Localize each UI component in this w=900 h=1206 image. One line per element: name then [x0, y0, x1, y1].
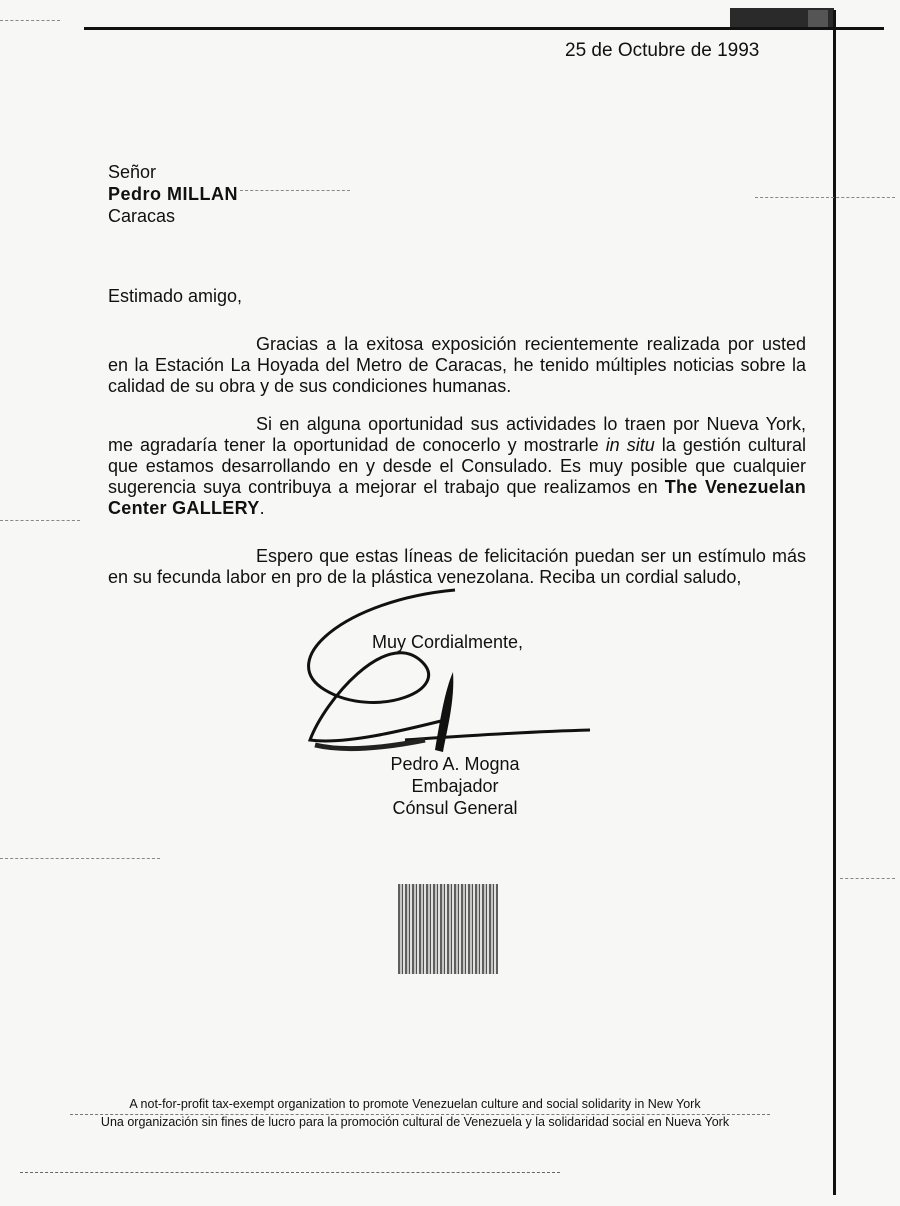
letter-date: 25 de Octubre de 1993 — [565, 40, 760, 61]
recipient-city: Caracas — [108, 206, 176, 226]
greeting: Estimado amigo, — [108, 286, 243, 306]
signer-title-2: Cónsul General — [392, 798, 518, 818]
recipient-address — [108, 161, 238, 227]
handwritten-signature — [285, 580, 605, 765]
scan-artifact — [755, 197, 895, 199]
paragraph-2-italic: in situ — [605, 435, 655, 455]
stamp-mark — [398, 884, 498, 974]
signer-name: Pedro A. Mogna — [390, 754, 520, 774]
scan-artifact — [240, 190, 350, 192]
paragraph-2-text-b: la gestión cultural que estamos desarrollando en y desde el Consulado. Es muy posible que cualquier sugerencia suya contribuya a mejorar el trabajo que realizamos en — [108, 435, 806, 497]
gallery-name: The Venezuelan Center GALLERY — [108, 477, 806, 518]
signer-block — [330, 753, 580, 819]
right-rule — [833, 10, 836, 1195]
closing: Muy Cordialmente, — [372, 632, 524, 652]
top-rule — [84, 27, 884, 30]
paragraph-2 — [108, 414, 806, 519]
signer-title-1: Embajador — [411, 776, 499, 796]
recipient-name: Pedro MILLAN — [108, 184, 238, 204]
paragraph-2-text-a: Si en alguna oportunidad sus actividades lo traen por Nueva York, me agradaría tener la oportunidad de conocerlo y mostrarle — [108, 414, 806, 455]
footer-english: A not-for-profit tax-exempt organization to promote Venezuelan culture and social solidarity in New York — [129, 1097, 701, 1111]
paragraph-1 — [108, 334, 806, 397]
paragraph-3-text: Espero que estas líneas de felicitación puedan ser un estímulo más en su fecunda labor en pro de la plástica venezolana. Reciba un cordial saludo, — [108, 546, 806, 587]
scan-artifact — [0, 20, 60, 22]
scan-artifact — [0, 858, 160, 860]
bottom-line — [20, 1172, 560, 1174]
scan-artifact — [0, 520, 80, 522]
paragraph-1-text: Gracias a la exitosa exposición recientemente realizada por usted en la Estación La Hoyada del Metro de Caracas, he tenido múltiples noticias sobre la calidad de su obra y de sus condiciones humanas. — [108, 334, 806, 396]
paragraph-2-text-c: . — [259, 498, 265, 518]
recipient-title: Señor — [108, 162, 157, 182]
scan-artifact — [840, 878, 895, 880]
footer-spanish: Una organización sin fines de lucro para la promoción cultural de Venezuela y la solidaridad social en Nueva York — [100, 1115, 730, 1129]
